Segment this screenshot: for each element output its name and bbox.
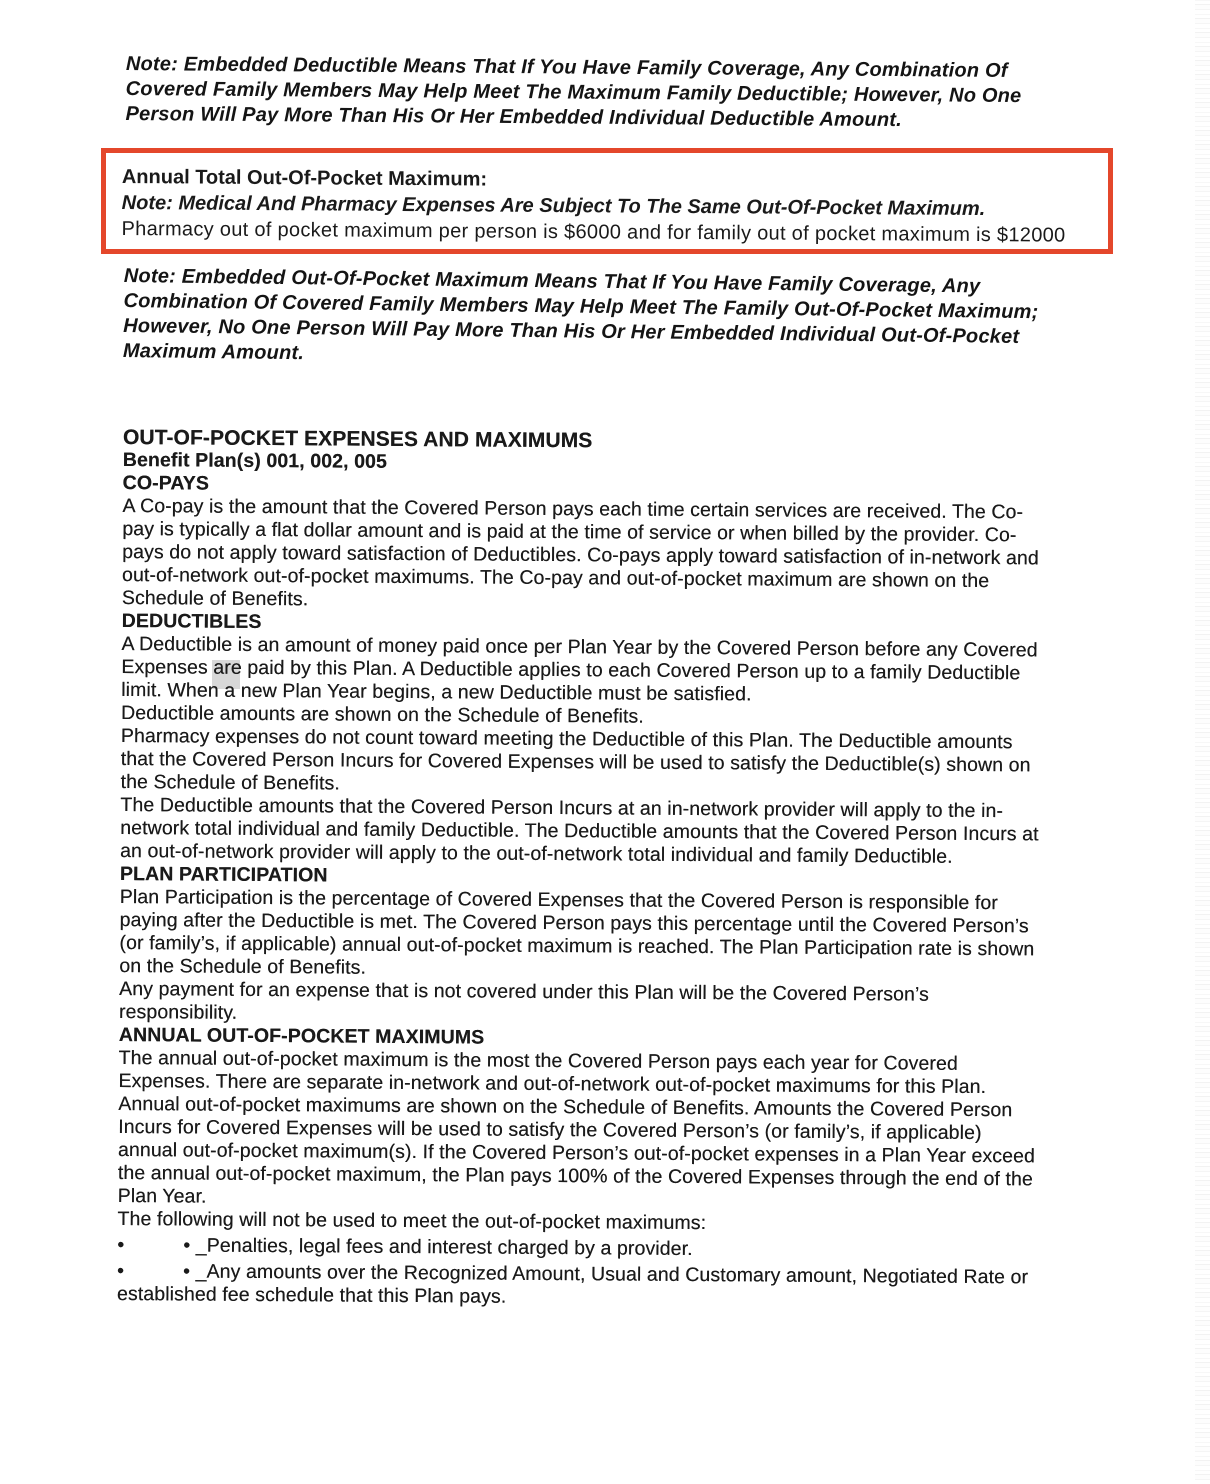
plan-participation-heading: PLAN PARTICIPATION xyxy=(119,862,328,887)
deductibles-paragraph-4: The Deductible amounts that the Covered Person Incurs at an in-network provider will apply to the in- network total individual and family Deductible. The Deductible amounts that the Covered Person Incurs at an out-of-network provider will apply to the out-of-network total individual and family Deductible. xyxy=(119,793,1039,868)
bullet-marker: • xyxy=(117,1259,125,1283)
bullet-marker: • xyxy=(117,1233,125,1257)
deductibles-paragraph-2: Deductible amounts are shown on the Schedule of Benefits. xyxy=(120,701,644,728)
deductibles-paragraph-3: Pharmacy expenses do not count toward meeting the Deductible of this Plan. The Deductible amounts that the Covered Person Incurs for Covered Expenses will be used to satisfy the Deductible(s) shown on the Schedule of Benefits. xyxy=(120,724,1031,795)
scan-edge-artifact xyxy=(1195,0,1210,1484)
plan-participation-paragraph-1: Plan Participation is the percentage of Covered Expenses that the Covered Person is responsible for paying after the Deductible is met. The Covered Person pays this percentage until the Covered Person’s (or family’s, if applicable) annual out-of-pocket maximum is reached. The Plan Participation rate is shown on the Schedule of Benefits. xyxy=(119,885,1035,979)
bullet-continuation-line: established fee schedule that this Plan pays. xyxy=(116,1282,507,1308)
bullet-text: • _Any amounts over the Recognized Amount, Usual and Customary amount, Negotiated Rate or xyxy=(183,1260,1029,1289)
oop-box-note: Note: Medical And Pharmacy Expenses Are Subject To The Same Out-Of-Pocket Maximum. xyxy=(121,191,986,221)
bullet-item-penalties xyxy=(117,1234,1109,1264)
oop-box-title: Annual Total Out-Of-Pocket Maximum: xyxy=(121,165,488,191)
bullet-text: • _Penalties, legal fees and interest charged by a provider. xyxy=(183,1234,693,1260)
oop-box-detail: Pharmacy out of pocket maximum per person is $6000 and for family out of pocket maximum is $12000 xyxy=(121,217,1066,247)
copays-paragraph: A Co-pay is the amount that the Covered Person pays each time certain services are received. The Co- pay is typically a flat dollar amount and is paid at the time of service or when billed by the provider. Co- pays do not apply toward satisfaction of Deductibles. Co-pays apply toward satisfaction of in-network and out-of-network out-of-pocket maximums. The Co-pay and out-of-pocket maximum are shown on the Schedule of Benefits. xyxy=(121,494,1039,611)
deductibles-paragraph-1: A Deductible is an amount of money paid once per Plan Year by the Covered Person before any Covered Expenses are paid by this Plan. A Deductible applies to each Covered Person up to a family Deductible limit. When a new Plan Year begins, a new Deductible must be satisfied. xyxy=(121,632,1038,706)
copays-heading: CO-PAYS xyxy=(122,471,209,495)
main-section xyxy=(117,426,1115,1313)
oop-box-content xyxy=(121,164,1108,249)
section-heading: OUT-OF-POCKET EXPENSES AND MAXIMUMS xyxy=(122,426,593,453)
oop-maximum-highlight-box xyxy=(101,148,1113,254)
exclusions-intro: The following will not be used to meet the out-of-pocket maximums: xyxy=(117,1207,707,1235)
note-embedded-deductible: Note: Embedded Deductible Means That If You Have Family Coverage, Any Combination Of Covered Family Members May Help Meet The Maximum Family Deductible; However, No One Person Will Pay More Than His Or Her Embedded Individual Deductible Amount. xyxy=(125,52,1022,132)
deductibles-heading: DEDUCTIBLES xyxy=(121,609,262,633)
note-embedded-oop-maximum: Note: Embedded Out-Of-Pocket Maximum Means That If You Have Family Coverage, Any Combination Of Covered Family Members May Help Meet The Family Out-Of-Pocket Maximum; However, No One Person Will Pay More Than His Or Her Embedded Individual Out-Of-Pocket Maximum Amount. xyxy=(122,264,1039,365)
annual-oop-heading: ANNUAL OUT-OF-POCKET MAXIMUMS xyxy=(118,1023,485,1049)
plan-participation-paragraph-2: Any payment for an expense that is not covered under this Plan will be the Covered Person’s responsibility. xyxy=(118,977,929,1024)
annual-oop-paragraph: The annual out-of-pocket maximum is the most the Covered Person pays each year for Covered Expenses. There are separate in-network and out-of-network out-of-pocket maximums for this Plan. Annual out-of-pocket maximums are shown on the Schedule of Benefits. Amounts the Covered Person Incurs for Covered Expenses will be used to satisfy the Covered Person’s (or family’s, if applicable) annual out-of-pocket maximum(s). If the Covered Person’s out-of-pocket expenses in a Plan Year exceed the annual out-of-pocket maximum, the Plan pays 100% of the Covered Expenses through the end of the Plan Year. xyxy=(117,1046,1035,1208)
benefit-plans-line: Benefit Plan(s) 001, 002, 005 xyxy=(122,448,387,473)
